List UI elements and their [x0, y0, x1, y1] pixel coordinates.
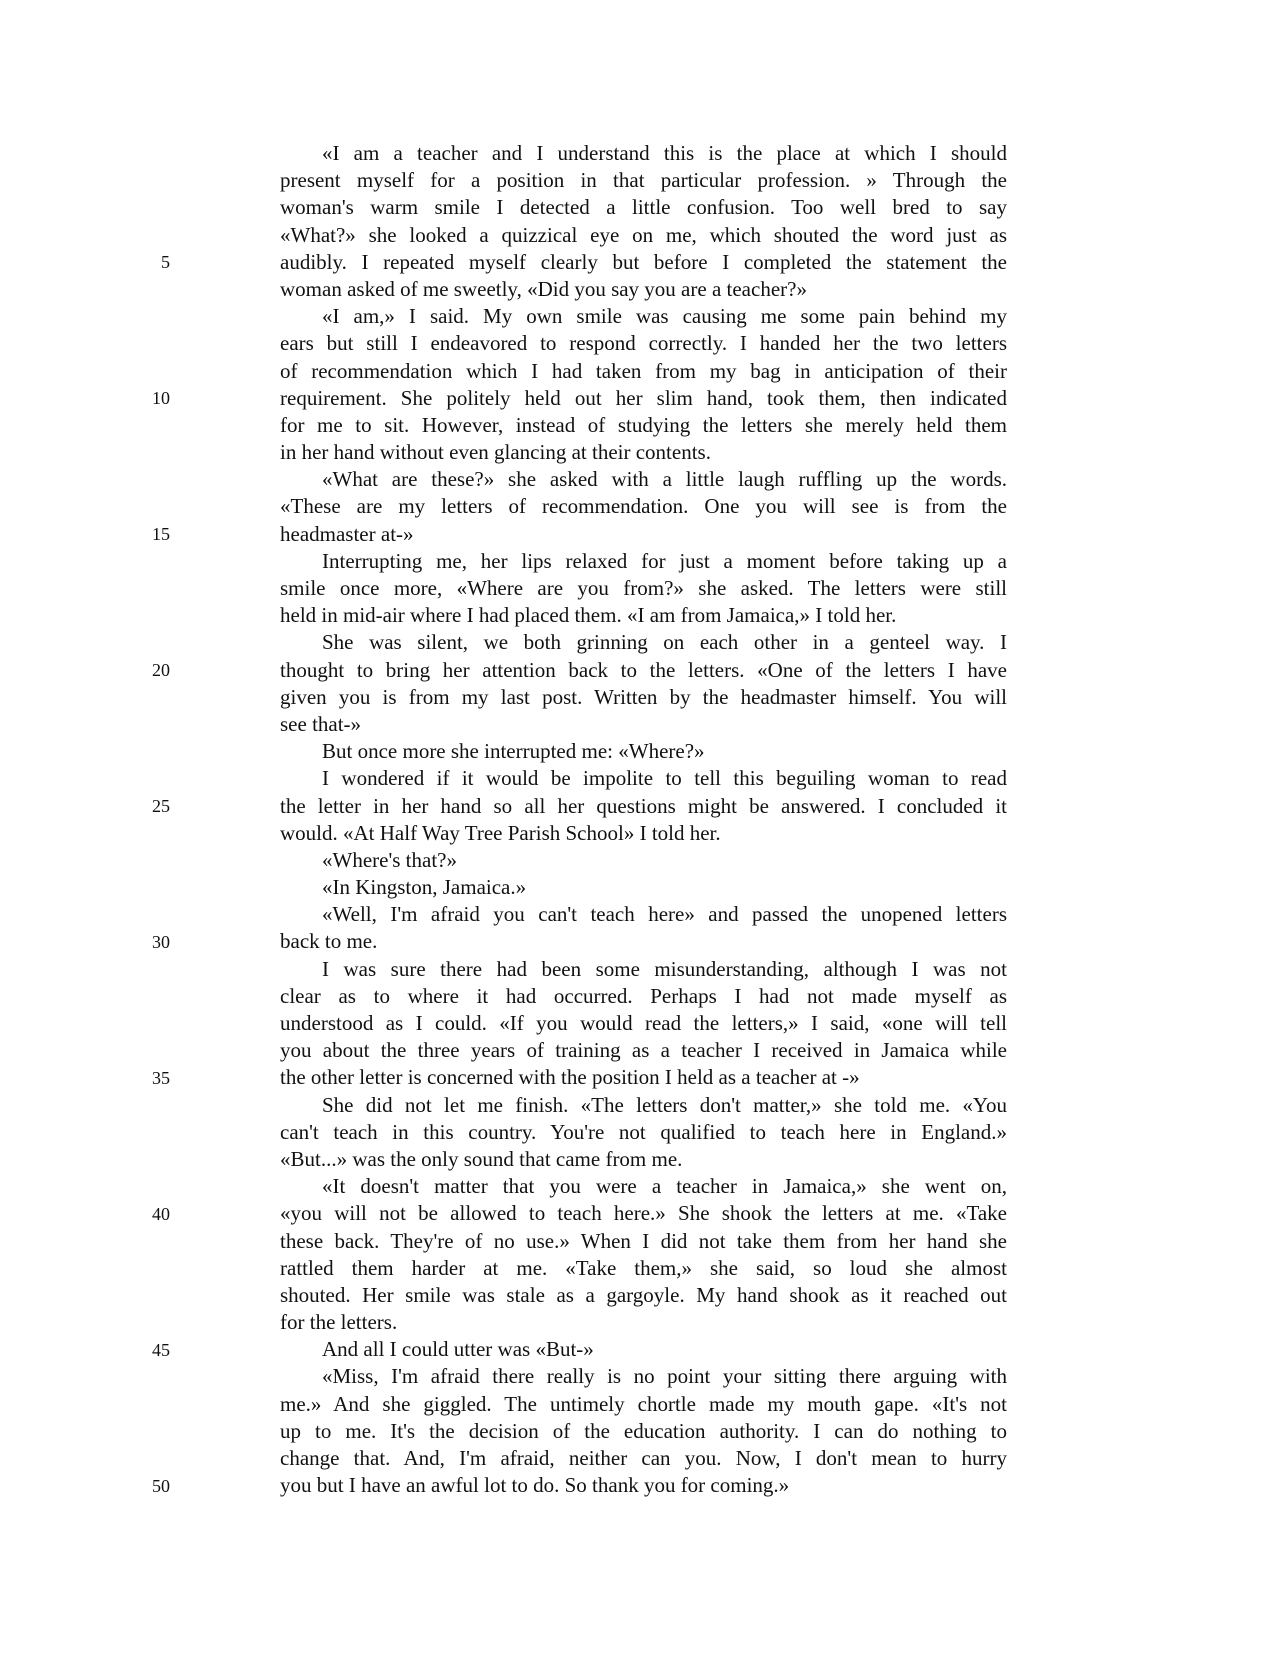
body-text	[280, 140, 1007, 1499]
text-line: «Miss, I'm afraid there really is no point your sitting there arguing with	[322, 1364, 1007, 1389]
text-line: «In Kingston, Jamaica.»	[322, 875, 527, 900]
text-line: Interrupting me, her lips relaxed for just a moment before taking up a	[322, 548, 1007, 573]
text-line: «Well, I'm afraid you can't teach here» and passed the unopened letters	[322, 902, 1007, 927]
text-line: the letter in her hand so all her questions might be answered. I concluded it	[280, 793, 1007, 818]
text-line: requirement. She politely held out her slim hand, took them, then indicated	[280, 385, 1007, 410]
text-line: «I am a teacher and I understand this is the place at which I should	[322, 141, 1007, 165]
line-number: 25	[152, 795, 170, 816]
text-line: «I am,» I said. My own smile was causing me some pain behind my	[322, 304, 1007, 329]
text-line: «What are these?» she asked with a little laugh ruffling up the words.	[322, 467, 1007, 492]
text-line: «Where's that?»	[322, 847, 457, 872]
line-number: 35	[152, 1067, 170, 1088]
text-line: clear as to where it had occurred. Perhaps I had not made myself as	[280, 983, 1007, 1008]
text-line: She was silent, we both grinning on each other in a genteel way. I	[322, 630, 1007, 655]
text-line: for me to sit. However, instead of studying the letters she merely held them	[280, 412, 1007, 437]
text-line: these back. They're of no use.» When I did not take them from her hand she	[280, 1228, 1007, 1253]
text-line: But once more she interrupted me: «Where?»	[322, 739, 705, 764]
text-line: in her hand without even glancing at their contents.	[280, 440, 711, 465]
text-line: thought to bring her attention back to the letters. «One of the letters I have	[280, 657, 1007, 682]
text-line: woman's warm smile I detected a little confusion. Too well bred to say	[280, 195, 1007, 220]
text-line: you but I have an awful lot to do. So thank you for coming.»	[280, 1473, 790, 1498]
text-line: And all I could utter was «But-»	[322, 1337, 594, 1362]
text-line: «you will not be allowed to teach here.» She shook the letters at me. «Take	[280, 1201, 1007, 1226]
line-number: 15	[152, 523, 170, 544]
text-line: see that-»	[280, 711, 362, 736]
line-number: 45	[152, 1339, 170, 1360]
text-line: «It doesn't matter that you were a teacher in Jamaica,» she went on,	[322, 1174, 1007, 1199]
text-line: smile once more, «Where are you from?» she asked. The letters were still	[280, 576, 1007, 600]
line-number: 10	[152, 387, 170, 408]
text-line: «What?» she looked a quizzical eye on me, which shouted the word just as	[280, 222, 1007, 247]
text-line: can't teach in this country. You're not qualified to teach here in England.»	[280, 1119, 1007, 1144]
text-line: the other letter is concerned with the position I held as a teacher at -»	[280, 1065, 860, 1090]
line-number: 20	[152, 659, 170, 680]
text-line: audibly. I repeated myself clearly but before I completed the statement the	[280, 249, 1007, 274]
line-number: 40	[152, 1203, 170, 1224]
text-line: for the letters.	[280, 1310, 398, 1335]
text-line: given you is from my last post. Written by the headmaster himself. You will	[280, 684, 1007, 709]
text-line: I was sure there had been some misunderstanding, although I was not	[322, 956, 1007, 981]
text-line: present myself for a position in that particular profession. » Through the	[280, 168, 1007, 193]
text-line: headmaster at-»	[280, 521, 414, 546]
text-line: of recommendation which I had taken from my bag in anticipation of their	[280, 358, 1007, 383]
text-line: «These are my letters of recommendation. One you will see is from the	[280, 494, 1007, 519]
text-line: change that. And, I'm afraid, neither can you. Now, I don't mean to hurry	[280, 1446, 1007, 1470]
text-line: rattled them harder at me. «Take them,» she said, so loud she almost	[280, 1255, 1007, 1280]
text-line: me.» And she giggled. The untimely chortle made my mouth gape. «It's not	[280, 1391, 1007, 1416]
text-line: ears but still I endeavored to respond correctly. I handed her the two letters	[280, 331, 1007, 356]
text-line: woman asked of me sweetly, «Did you say you are a teacher?»	[280, 276, 807, 301]
text-line: «But...» was the only sound that came from me.	[280, 1146, 683, 1171]
text-line: shouted. Her smile was stale as a gargoyle. My hand shook as it reached out	[280, 1282, 1007, 1307]
text-line: I wondered if it would be impolite to tell this beguiling woman to read	[322, 766, 1007, 791]
text-line: back to me.	[280, 929, 378, 954]
text-line: would. «At Half Way Tree Parish School» I told her.	[280, 820, 721, 845]
text-line: understood as I could. «If you would read the letters,» I said, «one will tell	[280, 1011, 1007, 1035]
text-line: you about the three years of training as a teacher I received in Jamaica while	[280, 1038, 1007, 1063]
text-line: She did not let me finish. «The letters don't matter,» she told me. «You	[322, 1092, 1007, 1117]
line-number: 50	[152, 1475, 170, 1496]
line-number: 30	[152, 931, 170, 952]
line-number: 5	[161, 251, 170, 272]
text-line: held in mid-air where I had placed them. «I am from Jamaica,» I told her.	[280, 603, 897, 628]
text-line: up to me. It's the decision of the education authority. I can do nothing to	[280, 1418, 1007, 1443]
